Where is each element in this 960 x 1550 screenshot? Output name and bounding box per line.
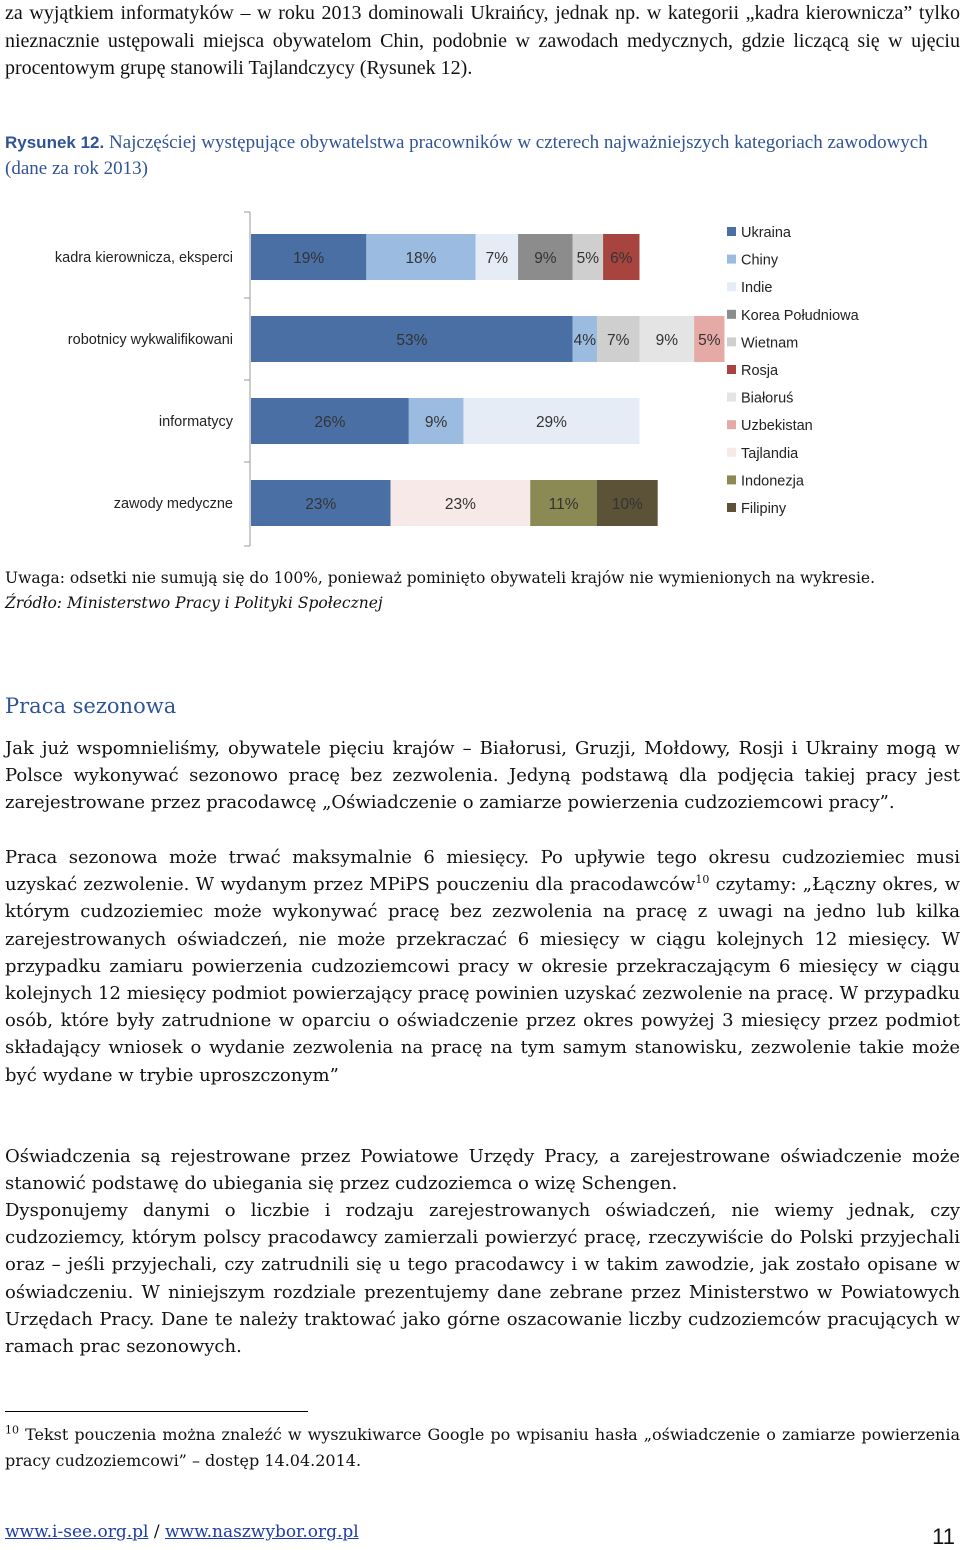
data-label: 18% [405, 250, 437, 267]
footer-link-naszwybor[interactable]: www.naszwybor.org.pl [164, 1522, 359, 1542]
legend-swatch [727, 282, 736, 291]
data-label: 4% [573, 332, 597, 349]
data-label: 10% [611, 496, 643, 513]
data-label: 23% [444, 496, 476, 513]
legend-swatch [727, 475, 736, 484]
legend-label: Indonezja [741, 473, 804, 490]
category-label: informatycy [158, 414, 233, 430]
legend-label: Białoruś [741, 390, 794, 407]
category-label: kadra kierownicza, eksperci [54, 250, 233, 266]
footnote-text: Tekst pouczenia można znaleźć w wyszukiwarce Google po wpisaniu hasła „oświadczenie o zamiarze powierzenia pracy cudzoziemcowi” – dostęp 14.04.2014. [5, 1425, 960, 1470]
legend-label: Indie [741, 280, 773, 297]
legend-label: Ukraina [741, 225, 791, 241]
intro-paragraph: za wyjątkiem informatyków – w roku 2013 dominowali Ukraińcy, jednak np. w kategorii „kadra kierownicza” tylko nieznacznie ustępowali miejsca obywatelom Chin, podobnie w zawodach medycznych, gdzie liczącą się w ujęciu procentowym grupę stanowili Tajlandczycy (Rysunek 12). [5, 2, 960, 79]
data-label: 29% [535, 414, 567, 431]
figure-label: Rysunek 12. [5, 133, 105, 152]
data-label: 26% [314, 414, 346, 431]
legend-label: Rosja [741, 363, 779, 379]
paragraph-1: Jak już wspomnieliśmy, obywatele pięciu krajów – Białorusi, Gruzji, Mołdowy, Rosji i Ukrainy mogą w Polsce wykonywać sezonowo pracę bez zezwolenia. Jedyną podstawą dla podjęcia takiej pracy jest zarejestrowane przez pracodawcę „Oświadczenie o zamiarze powierzenia cudzoziemcowi pracy”. [5, 738, 960, 814]
paragraph-2-rest: czytamy: „Łączny okres, w którym cudzoziemiec może wykonywać pracę bez zezwolenia na pracę z uwagi na jedno lub kilka zarejestrowanych oświadczeń, nie może przekraczać 6 miesięcy w ciągu kolejnych 12 miesięcy. W przypadku zamiaru powierzenia cudzoziemcowi pracy w okresie przekraczającym 6 miesięcy w ciągu kolejnych 12 miesięcy podmiot powierzający pracę powinien uzyskać zezwolenie na pracę. W przypadku osób, które były zatrudnione w oparciu o oświadczenie przez okres powyżej 3 miesięcy przez podmiot składający wniosek o wydanie zezwolenia na pracę na tym samym stanowisku, zezwolenie takie może być wydane w trybie uproszczonym” [5, 874, 960, 1086]
legend-label: Wietnam [741, 335, 799, 352]
data-label: 53% [396, 332, 428, 349]
legend-swatch [727, 337, 736, 346]
chart-note: Uwaga: odsetki nie sumują się do 100%, ponieważ pominięto obywateli krajów nie wymienionych na wykresie. [5, 569, 876, 587]
legend-label: Uzbekistan [741, 418, 813, 435]
data-label: 19% [293, 250, 325, 267]
legend-swatch [727, 448, 736, 457]
footnote-ref[interactable]: 10 [695, 873, 710, 887]
figure-caption-text: Najczęściej występujące obywatelstwa pracowników w czterech najważniejszych kategoriach zawodowych (dane za rok 2013) [5, 132, 928, 179]
data-label: 7% [485, 250, 509, 267]
legend-swatch [727, 255, 736, 264]
data-label: 6% [610, 250, 633, 267]
data-label: 23% [305, 496, 337, 513]
footer-link-isee[interactable]: www.i-see.org.pl [5, 1522, 149, 1542]
footnote-number: 10 [5, 1423, 19, 1437]
section-heading: Praca sezonowa [5, 694, 177, 718]
data-label: 9% [534, 250, 557, 267]
category-label: robotnicy wykwalifikowani [67, 332, 233, 348]
data-label: 7% [607, 332, 630, 349]
stacked-bar-chart [0, 210, 960, 550]
legend-swatch [727, 227, 736, 236]
data-label: 9% [424, 414, 448, 431]
legend-swatch [727, 393, 736, 402]
legend-label: Chiny [741, 252, 779, 269]
footnote [5, 1422, 960, 1474]
data-label: 5% [698, 332, 721, 349]
footer-links [5, 1522, 359, 1542]
paragraph-2 [5, 844, 960, 1089]
data-label: 11% [548, 496, 579, 513]
chart-source: Źródło: Ministerstwo Pracy i Polityki Społecznej [5, 594, 383, 612]
legend-swatch [727, 503, 736, 512]
legend-swatch [727, 365, 736, 374]
figure-caption [5, 130, 955, 182]
page-number: 11 [932, 1524, 955, 1549]
paragraph-3: Oświadczenia są rejestrowane przez Powiatowe Urzędy Pracy, a zarejestrowane oświadczenie może stanowić podstawę do ubiegania się przez cudzoziemca o wizę Schengen. [5, 1146, 960, 1195]
data-label: 5% [576, 250, 600, 267]
legend-label: Korea Południowa [741, 307, 859, 324]
legend-label: Filipiny [741, 501, 787, 517]
category-label: zawody medyczne [113, 496, 233, 512]
data-label: 9% [655, 332, 678, 349]
legend-swatch [727, 420, 736, 429]
footer-separator: / [148, 1522, 165, 1542]
paragraph-4: Dysponujemy danymi o liczbie i rodzaju zarejestrowanych oświadczeń, nie wiemy jednak, czy cudzoziemcy, którym polscy pracodawcy zamierzali powierzyć pracę, rzeczywiście do Polski przyjechali oraz – jeśli przyjechali, czy zatrudnili się u tego pracodawcy i w takim zawodzie, jak zostało opisane w oświadczeniu. W niniejszym rozdziale prezentujemy dane zebrane przez Ministerstwo w Powiatowych Urzędach Pracy. Dane te należy traktować jako górne oszacowanie liczby cudzoziemców pracujących w ramach prac sezonowych. [5, 1200, 960, 1358]
legend-swatch [727, 310, 736, 319]
paragraph-2-start: Praca sezonowa może trwać maksymalnie 6 miesięcy. Po upływie tego okresu cudzoziemiec musi uzyskać zezwolenie. W wydanym przez MPiPS pouczeniu dla pracodawców [5, 847, 960, 896]
footnote-divider [5, 1411, 308, 1412]
legend-label: Tajlandia [741, 445, 799, 462]
